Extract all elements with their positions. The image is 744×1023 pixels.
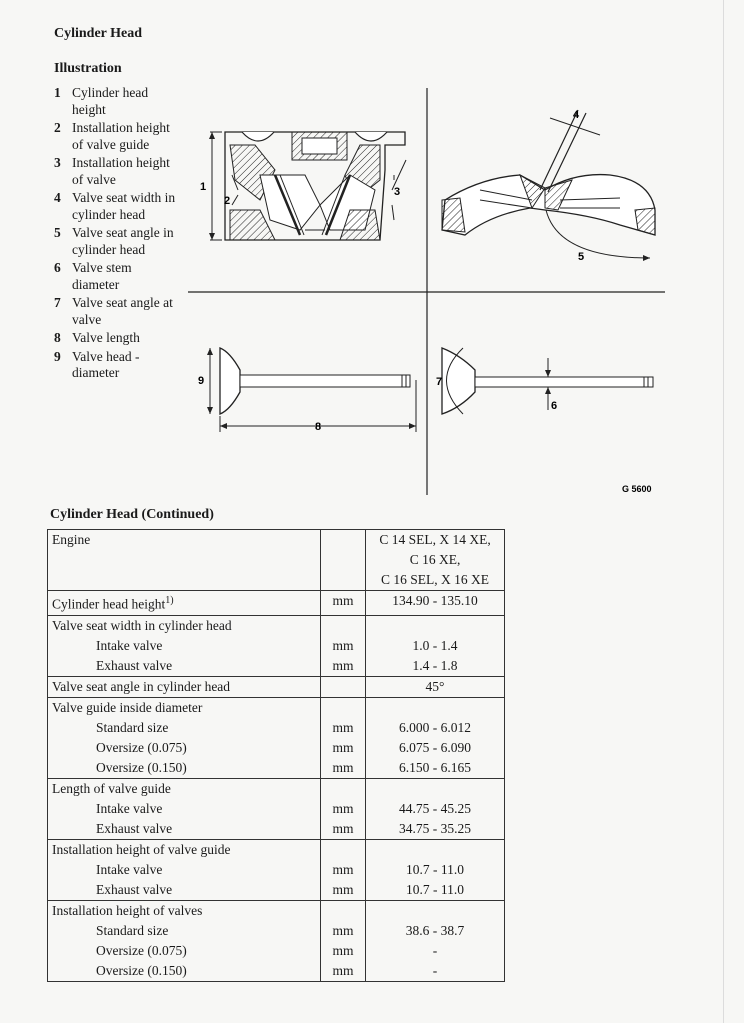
group-value	[366, 839, 505, 860]
table-row	[48, 921, 505, 941]
row-value: 1.4 - 1.8	[366, 656, 505, 677]
row-label: Intake valve	[48, 799, 321, 819]
row-value: 6.000 - 6.012	[366, 718, 505, 738]
row-label: Oversize (0.150)	[48, 758, 321, 779]
legend-text: Valve seat angle in cylinder head	[72, 225, 174, 257]
table-group-row	[48, 839, 505, 860]
legend-number: 3	[54, 155, 61, 170]
group-value	[366, 900, 505, 921]
valve-length-drawing	[207, 348, 416, 432]
unit-cell	[321, 530, 366, 591]
legend-text: Valve seat width in cylinder head	[72, 190, 176, 222]
group-value	[366, 778, 505, 799]
callout-2: 2	[224, 195, 231, 207]
legend-item	[54, 225, 179, 258]
legend-text: Valve length	[72, 330, 140, 345]
group-label: Installation height of valve guide	[48, 839, 321, 860]
legend-number: 7	[54, 295, 61, 310]
callout-8: 8	[315, 421, 322, 433]
row-value: 44.75 - 45.25	[366, 799, 505, 819]
valve-seat-detail-drawing	[442, 110, 655, 261]
group-unit	[321, 839, 366, 860]
table-header-row	[48, 530, 505, 591]
cylinder-head-figure	[180, 80, 680, 500]
legend-number: 8	[54, 330, 61, 345]
legend-item	[54, 260, 179, 293]
page-edge	[723, 0, 724, 1023]
legend-text: Valve head - diameter	[72, 348, 140, 380]
illustration-heading: Illustration	[54, 61, 122, 76]
row-label: Standard size	[48, 921, 321, 941]
cylinder-head-section-drawing	[209, 132, 406, 240]
callout-1: 1	[200, 181, 207, 193]
engine-code-line: C 16 SEL, X 16 XE	[381, 572, 489, 587]
table-group-row	[48, 900, 505, 921]
group-label: Valve seat angle in cylinder head	[48, 676, 321, 697]
footnote-marker: 1)	[165, 595, 174, 606]
row-label: Oversize (0.150)	[48, 961, 321, 982]
engine-label: Engine	[48, 530, 321, 591]
table-row	[48, 941, 505, 961]
row-value: 38.6 - 38.7	[366, 921, 505, 941]
table-row	[48, 636, 505, 656]
row-unit: mm	[321, 921, 366, 941]
table-group-row	[48, 676, 505, 697]
figure-code: G 5600	[622, 484, 652, 494]
row-unit: mm	[321, 718, 366, 738]
table-group-row	[48, 615, 505, 636]
row-unit: mm	[321, 880, 366, 901]
legend-item	[54, 155, 179, 188]
row-label: Intake valve	[48, 636, 321, 656]
legend-number: 5	[54, 225, 61, 240]
row-label: Standard size	[48, 718, 321, 738]
callout-6: 6	[551, 400, 558, 412]
row-value: 10.7 - 11.0	[366, 860, 505, 880]
table-row	[48, 819, 505, 840]
group-value	[366, 615, 505, 636]
legend-item	[54, 85, 179, 118]
group-unit	[321, 676, 366, 697]
table-row	[48, 860, 505, 880]
callout-3: 3	[394, 186, 401, 198]
legend-item	[54, 295, 179, 328]
row-unit: mm	[321, 636, 366, 656]
row-unit: mm	[321, 738, 366, 758]
group-value: 45°	[366, 676, 505, 697]
valve-angle-drawing	[442, 348, 653, 414]
table-group-row	[48, 778, 505, 799]
callout-4: 4	[573, 109, 580, 121]
page-title: Cylinder Head	[54, 26, 143, 41]
row-value: 10.7 - 11.0	[366, 880, 505, 901]
row-unit: mm	[321, 656, 366, 677]
group-unit	[321, 778, 366, 799]
row-value: -	[366, 941, 505, 961]
row-label: Exhaust valve	[48, 819, 321, 840]
group-label: Valve seat width in cylinder head	[48, 615, 321, 636]
engine-codes	[366, 530, 505, 591]
table-row	[48, 758, 505, 779]
row-label-text: Cylinder head height	[52, 596, 166, 612]
row-unit: mm	[321, 961, 366, 982]
row-value: 6.150 - 6.165	[366, 758, 505, 779]
row-value: 1.0 - 1.4	[366, 636, 505, 656]
row-unit: mm	[321, 941, 366, 961]
table-row	[48, 718, 505, 738]
callout-5: 5	[578, 251, 585, 263]
callout-7: 7	[436, 376, 443, 388]
row-unit: mm	[321, 758, 366, 779]
engine-code-line: C 16 XE,	[409, 552, 461, 567]
row-unit: mm	[321, 799, 366, 819]
row-value: 134.90 - 135.10	[366, 591, 505, 616]
legend-text: Installation height of valve	[72, 155, 170, 187]
legend-item	[54, 330, 179, 347]
row-value: 34.75 - 35.25	[366, 819, 505, 840]
row-label: Oversize (0.075)	[48, 941, 321, 961]
group-label: Installation height of valves	[48, 900, 321, 921]
callout-9: 9	[198, 375, 205, 387]
row-label: Exhaust valve	[48, 656, 321, 677]
legend-item	[54, 349, 179, 382]
row-unit: mm	[321, 860, 366, 880]
legend-number: 6	[54, 260, 61, 275]
table-row	[48, 880, 505, 901]
group-value	[366, 697, 505, 718]
legend-number: 4	[54, 190, 61, 205]
row-value: -	[366, 961, 505, 982]
group-unit	[321, 697, 366, 718]
group-unit	[321, 615, 366, 636]
row-unit: mm	[321, 819, 366, 840]
illustration-legend	[54, 85, 179, 384]
engine-code-line: C 14 SEL, X 14 XE,	[379, 532, 491, 547]
table-row	[48, 961, 505, 982]
row-label: Intake valve	[48, 860, 321, 880]
cylinder-head-spec-table	[47, 529, 505, 982]
table-row	[48, 738, 505, 758]
legend-number: 9	[54, 348, 61, 364]
row-value: 6.075 - 6.090	[366, 738, 505, 758]
group-label: Length of valve guide	[48, 778, 321, 799]
row-label: Exhaust valve	[48, 880, 321, 901]
row-label: Oversize (0.075)	[48, 738, 321, 758]
row-label	[48, 591, 321, 616]
row-unit: mm	[321, 591, 366, 616]
table-group-row	[48, 697, 505, 718]
legend-number: 1	[54, 85, 61, 100]
table-row	[48, 656, 505, 677]
table-groups	[48, 615, 505, 981]
legend-text: Valve stem diameter	[72, 260, 132, 292]
legend-item	[54, 190, 179, 223]
table-row	[48, 799, 505, 819]
legend-number: 2	[54, 120, 61, 135]
group-label: Valve guide inside diameter	[48, 697, 321, 718]
group-unit	[321, 900, 366, 921]
table-row	[48, 591, 505, 616]
legend-text: Valve seat angle at valve	[72, 295, 173, 327]
legend-text: Installation height of valve guide	[72, 120, 170, 152]
legend-text: Cylinder head height	[72, 85, 149, 117]
legend-item	[54, 120, 179, 153]
table-title: Cylinder Head (Continued)	[50, 507, 214, 522]
